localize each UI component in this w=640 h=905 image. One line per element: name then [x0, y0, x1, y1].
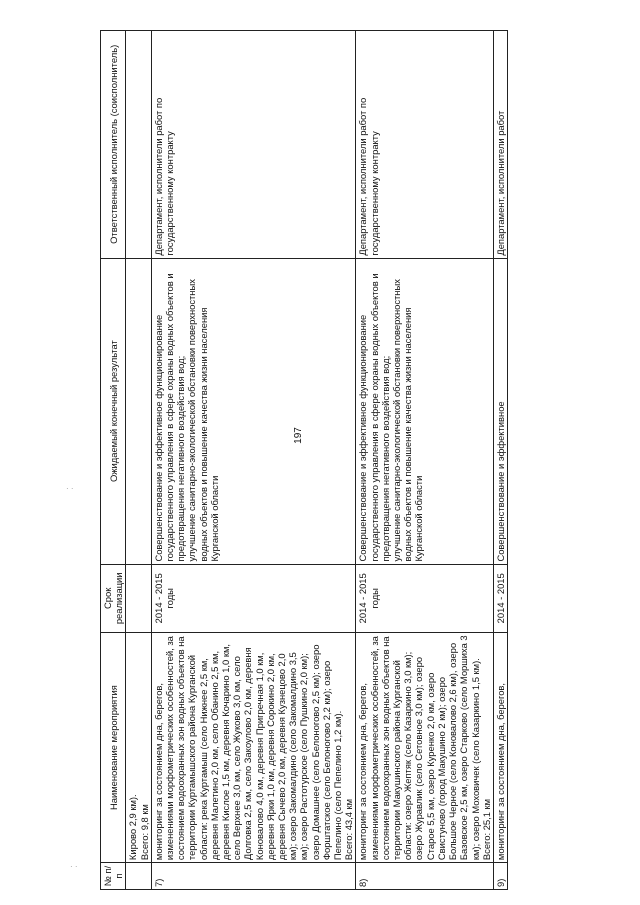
cell-name: мониторинг за состоянием дна, берегов, изменениями морфометрических особенностей, за состоянием водоохранных зон водных объектов на территории Макушинского района Курганской области: озеро Жептяк (село Казаркино 3,0 км); озеро Журавлик (село Сетовное 3,0 км); озеро Старое 5,5 км, озеро Куренко 2,0 км, озеро Свистуново (город Макушино 2 км); озеро Большое Черное (село Коновалово 2,6 км), озеро Базовское 2,5 км, озеро Старково (село Моршиха 3 км); озеро Моховичек (село Казаркино 1,5 км). Всего: 25,1 км: [356, 633, 493, 863]
scan-speck: · ·: [70, 862, 78, 871]
cell-result: Совершенствование и эффективное функционирование государственного управления в сфере охраны водных объектов и предотвращения негативного воздействия вод; улучшение санитарно-экологической обстановки поверхностных водных объектов и повышение качества жизни населения Курганской области: [151, 258, 356, 564]
cell-responsible: Департамент, исполнители работ по государственному контракту: [356, 31, 493, 259]
header-result: Ожидаемый конечный результат: [101, 258, 126, 564]
cell-result: Совершенствование и эффективное функционирование государственного управления в сфере охраны водных объектов и предотвращения негативного воздействия вод; улучшение санитарно-экологической обстановки поверхностных водных объектов и повышение качества жизни населения Курганской области: [356, 258, 493, 564]
header-num: № п/п: [101, 863, 126, 890]
cell-term: 2014 - 2015 годы: [151, 564, 356, 633]
cell-term: 2014 - 2015: [493, 564, 507, 633]
cell-responsible: Департамент, исполнители работ по государственному контракту: [151, 31, 356, 259]
table-row: [493, 31, 507, 890]
table-header-row: [101, 31, 126, 890]
cell-result: Совершенствование и эффективное: [493, 258, 507, 564]
cell-name: Кирово 2,9 км). Всего: 9,8 км: [126, 633, 151, 863]
page-number: 197: [292, 427, 304, 444]
cell-responsible: Департамент, исполнители работ: [493, 31, 507, 259]
cell-num: 7): [151, 863, 356, 890]
table-row-continuation: [126, 31, 151, 890]
table-row: [356, 31, 493, 890]
cell-num: 8): [356, 863, 493, 890]
rotated-table-container: [100, 30, 595, 890]
table-row: [151, 31, 356, 890]
measures-table: [100, 30, 508, 890]
header-term: Срок реализации: [101, 564, 126, 633]
cell-term: 2014 - 2015 годы: [356, 564, 493, 633]
scan-speck: · ·: [66, 484, 74, 493]
header-name: Наименование мероприятия: [101, 633, 126, 863]
header-responsible: Ответственный исполнитель (соисполнитель): [101, 31, 126, 259]
cell-name: мониторинг за состоянием дна, берегов, изменениями морфометрических особенностей, за состоянием водоохранных зон водных объектов на территории Куртамышского района Курганской области: река Куртамыш (село Нижнее 2,5 км, деревня Малетино 2,0 км, село Обанино 2,5 км, деревня Кислое 1,5 км, деревня Кочарино 1,0 км, село Верхнее 3,0 км, село Жуково 3,0 км, село Долговка 2,5 км, село Закоулово 2,0 км, деревня Коновалово 4,0 км, деревня Пригречная 1,0 км, деревня Ярки 1,0 км, деревня Сорокино 2,0 км, деревня Сычево 2,0 км, деревня Кузнецово 2,0 км); озеро Закомалдино (село Закомалдино 3,5 км); озеро Растотурское (село Пушкино 2,0 км); озеро Домашнее (село Белоногово 2,5 км); озеро Форштатское (село Белоногово 2,2 км); озеро Пепелино (село Пепелино 1,2 км). Всего: 43,4 км: [151, 633, 356, 863]
cell-num: 9): [493, 863, 507, 890]
cell-name: мониторинг за состоянием дна, берегов,: [493, 633, 507, 863]
